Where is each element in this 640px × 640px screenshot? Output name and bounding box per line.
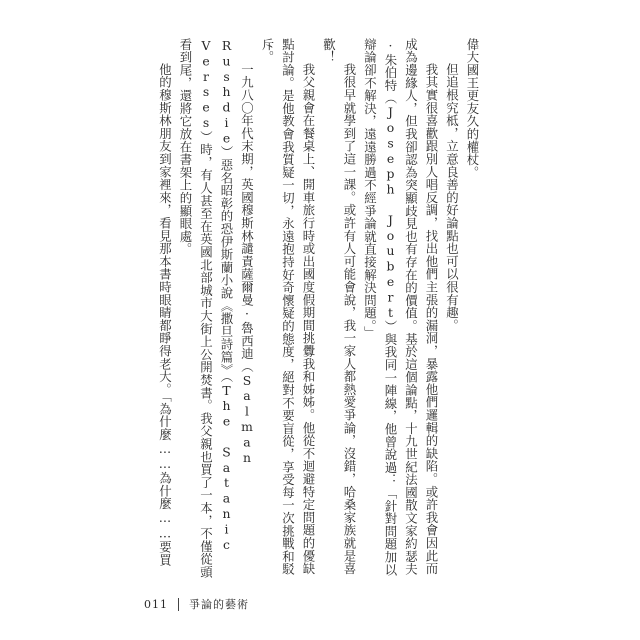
paragraph: 我父親會在餐桌上、開車旅行時或出國度假期間挑釁我和姊姊。他從不迴避特定問題的優缺點討論。是他教會我質疑一切，永遠抱持好奇懷疑的態度，絕對不要盲從，享受每一次挑戰和駁斥。 — [260, 38, 316, 576]
paragraph: 但追根究柢，立意良善的好論點也可以很有趣。 — [444, 62, 460, 332]
page-number: 011 — [144, 597, 168, 611]
body-text — [154, 38, 482, 586]
paragraph: 偉大國王更友久的權杖。 — [465, 38, 480, 179]
footer-divider — [178, 598, 179, 611]
paragraph: 我很早就學到了這一課。或許有人可能會說，我一家人都熱愛爭論，沒錯，哈桑家族就是喜歡！ — [321, 38, 357, 575]
book-title: 爭論的藝術 — [189, 598, 249, 611]
paragraph: 一九八〇年代末期，英國穆斯林譴責薩爾曼·魯西迪（Salman Rushdie）惡名昭彰的恐伊斯蘭小說《撒旦詩篇》（The Satanic Verses）時，有人甚至在英國北部城市大街上公開焚書。我父親也買了一本，不僅從頭看到尾，還將它放在書架上的顯眼處。 — [178, 38, 255, 579]
page-footer — [144, 596, 249, 612]
paragraph: 我其實很喜歡跟別人唱反調，找出他們主張的漏洞，暴露他們邏輯的缺陷。或許我會因此而成為邊緣人，但我卻認為突顯歧見也有存在的價值。基於這個論點，十九世紀法國散文家約瑟夫·朱伯特（Joseph Joubert）與我同一陣線，他曾說過：「針對問題加以辯論卻不解決，遠遠勝過不經爭論就直接解決問題。」 — [362, 38, 439, 577]
paragraph: 他的穆斯林朋友到家裡來，看見那本書時眼睛都睜得老大。「為什麼……為什麼……要買 — [157, 62, 173, 567]
